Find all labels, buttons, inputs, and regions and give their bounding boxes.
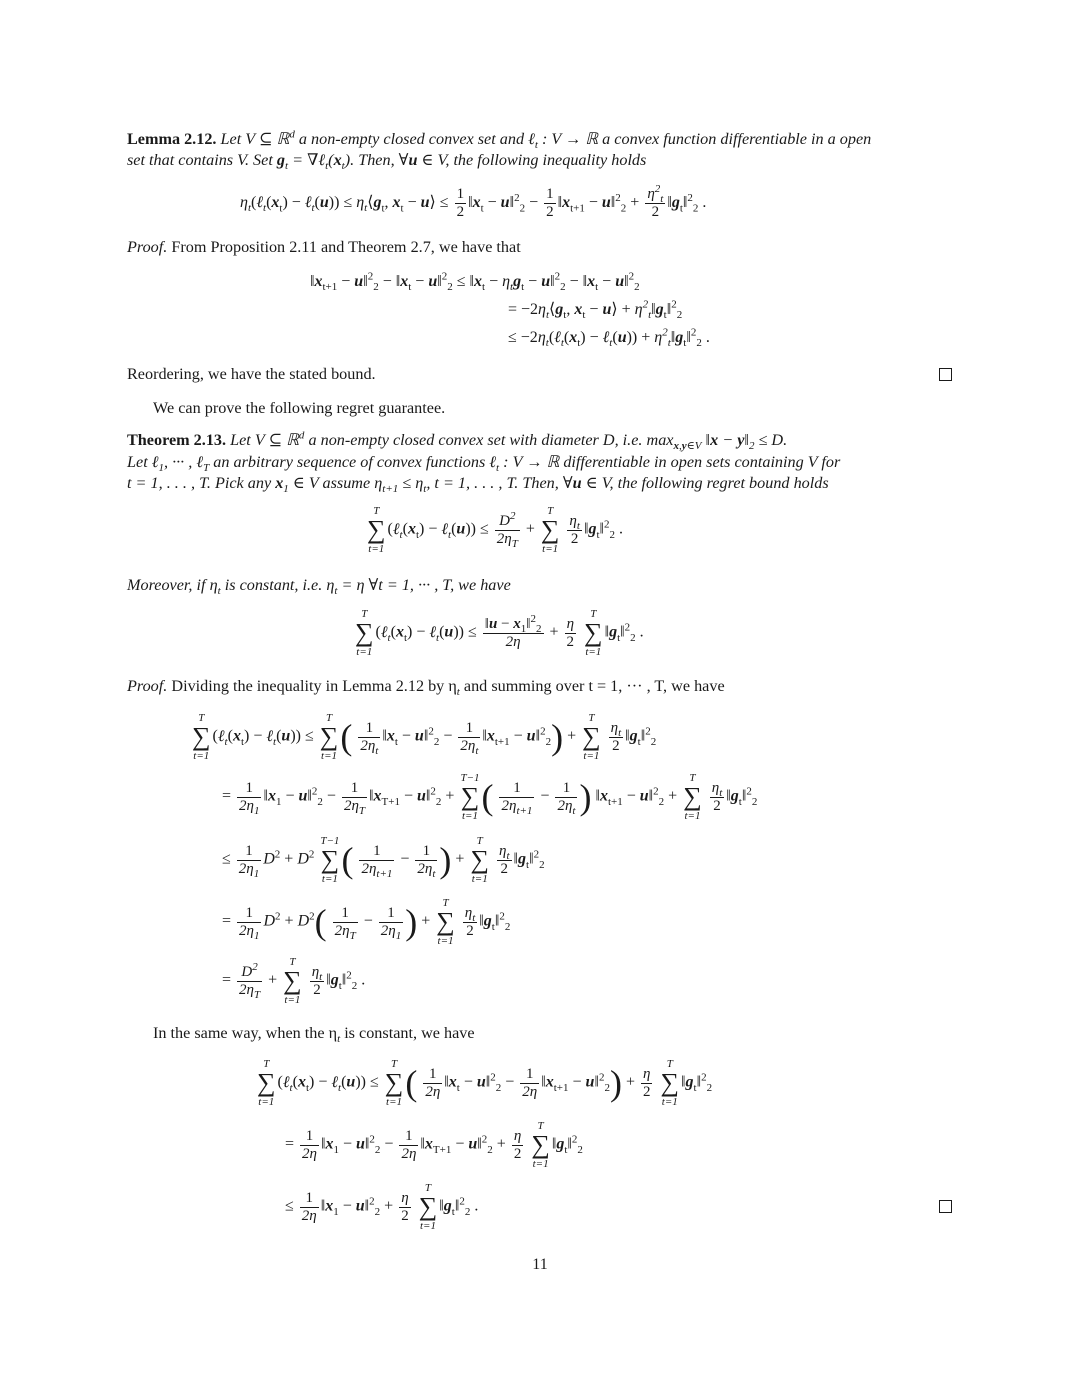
proof2-intro: Proof. Dividing the inequality in Lemma 2.12 by $\eta_t$ and summing over t = 1, ··· , T, we have [127,677,725,699]
proof2-eq-1: T ∑ t=1 ($\ell_t(x_t)$ − ℓ$_t$(u)) ≤ T ∑ t=1 ( $\frac{1}{2\eta_t}$ $‖x_t$ − u‖$^2_2$ − $\frac{1}{2\eta_t}$ $‖x_{t+1}$ − u‖$^2_2$) + T ∑ t=1 $\frac{\eta_t}{2}$ $‖g_t‖^2_2$ [192,712,657,762]
qed-symbol [939,1200,952,1213]
proof1-eq-1: $‖x_{t+1}$ − u‖$^2_2$ − $‖x_t$ − u‖$^2_2$ ≤ $‖x_t - \eta_tg_t$ − u‖$^2_2$ − $‖x_t$ − u‖$^2_2$ [310,270,640,294]
proof2-const-eq-2: = $\frac{1}{2\eta}$ $‖x_1$ − u‖$^2_2$ − $\frac{1}{2\eta}$ $‖x_{T+1}$ − u‖$^2_2$ + $\frac{\eta}{2}$ T ∑ t=1 $‖g_t‖^2_2$ [285,1120,583,1170]
theorem-statement: Theorem 2.13. Let V ⊆ ℝ$^d$ a non-empty closed convex set with diameter D, i.e. $\max_{x,y\in V}$ ‖x − $y‖_2 \le D$. Let ℓ$_1$, ··· , ℓ$_T$ an arbitrary sequence of convex functions ℓ$_t$ : V → ℝ differentiable in open sets containing V for t = 1, . . . , T. Pick any $x_1$ ∈ V assume $\eta_{t+1} \le \eta_t$, t = 1, . . . , T. Then, ∀u ∈ V, the following regret bound holds [127,429,841,496]
proof2-const-eq-3: ≤ $\frac{1}{2\eta}$ $‖x_1$ − u‖$^2_2$ + $\frac{\eta}{2}$ T ∑ t=1 $‖g_t‖^2_2$ . [285,1182,479,1232]
lemma-inequality: $\eta_t(\ell_t(x_t)$ − ℓ$_t$(u)) ≤ $\eta_t⟨g_t$, $x_t$ − u⟩ ≤ $\frac{1}{2}$ $‖x_t$ − u‖$^2_2$ − $\frac{1}{2}$ $‖x_{t+1}$ − u‖$^2_2$ + $\frac{\eta^2_t}{2}$ $‖g_t‖^2_2$ . [240,183,707,220]
proof1-eq-3: ≤ $-2\eta_t(\ell_t(x_t)$ − ℓ$_t$(u)) + $\eta^2_t‖g_t‖^2_2$ . [508,326,710,350]
proof1-intro: Proof. From Proposition 2.11 and Theorem 2.7, we have that [127,238,521,256]
lemma-label: Lemma 2.12. [127,130,217,148]
proof2-same-way: In the same way, when the $\eta_t$ is constant, we have [153,1024,475,1046]
proof2-const-eq-1: T ∑ t=1 ($\ell_t(x_t)$ − ℓ$_t$(u)) ≤ T ∑ t=1 ( $\frac{1}{2\eta}$ $‖x_t$ − u‖$^2_2$ − $\frac{1}{2\eta}$ $‖x_{t+1}$ − u‖$^2_2$) + $\frac{\eta}{2}$ T ∑ t=1 $‖g_t‖^2_2$ [257,1058,713,1108]
theorem-bound-2: T ∑ t=1 ($\ell_t(x_t)$ − ℓ$_t$(u)) ≤ $\frac{‖u - x_1‖^2_2}{2\eta}$ + $\frac{\eta}{2}$ T ∑ t=1 $‖g_t‖^2_2$ . [355,608,644,658]
proof2-eq-3: ≤ $\frac{1}{2\eta_1}$ $D^2 + D^2$ T−1 ∑ t=1 ( $\frac{1}{2\eta_{t+1}}$ − $\frac{1}{2\eta_t}$ ) + T ∑ t=1 $\frac{\eta_t}{2}$ $‖g_t‖^2_2$ [222,835,545,885]
theorem-bound-1: T ∑ t=1 ($\ell_t(x_t)$ − ℓ$_t$(u)) ≤ $\frac{D^2}{2\eta_T}$ + T ∑ t=1 $\frac{\eta_t}{2}$ $‖g_t‖^2_2$ . [367,505,623,555]
theorem-moreover: Moreover, if $\eta_t$ is constant, i.e. $\eta_t = \eta$ ∀t = 1, ··· , T, we have [127,576,511,598]
transition-text: We can prove the following regret guarantee. [153,399,446,417]
proof1-eq-2: = $-2\eta_t⟨g_t$, $x_t$ − u⟩ + $\eta^2_t‖g_t‖^2_2$ [508,298,683,322]
lemma-statement: Lemma 2.12. Let V ⊆ ℝ$^d$ a non-empty closed convex set and ℓ$_t$ : V → ℝ a convex function differentiable in a open set that contains V. Set $g_t$ = $\nabla\ell_t(x_t)$. Then, ∀u ∈ V, the following inequality holds [127,128,872,173]
qed-symbol [939,368,952,381]
proof2-label: Proof. [127,677,168,695]
page-number: 11 [532,1256,548,1273]
theorem-label: Theorem 2.13. [127,431,227,449]
proof1-conclusion: Reordering, we have the stated bound. [127,365,376,383]
proof2-eq-5: = $\frac{D^2}{2\eta_T}$ + T ∑ t=1 $\frac{\eta_t}{2}$ $‖g_t‖^2_2$ . [222,956,366,1006]
proof2-eq-4: = $\frac{1}{2\eta_1}$ $D^2 + D^2$( $\frac{1}{2\eta_T}$ − $\frac{1}{2\eta_1}$ ) + T ∑ t=1 $\frac{\eta_t}{2}$ $‖g_t‖^2_2$ [222,897,511,947]
proof1-label: Proof. [127,238,168,256]
proof2-eq-2: = $\frac{1}{2\eta_1}$ $‖x_1$ − u‖$^2_2$ − $\frac{1}{2\eta_T}$ $‖x_{T+1}$ − u‖$^2_2$ + T−1 ∑ t=1 ( $\frac{1}{2\eta_{t+1}}$ − $\frac{1}{2\eta_t}$ ) $‖x_{t+1}$ − u‖$^2_2$ + T ∑ t=1 $\frac{\eta_t}{2}$ $‖g_t‖^2_2$ [222,772,758,822]
